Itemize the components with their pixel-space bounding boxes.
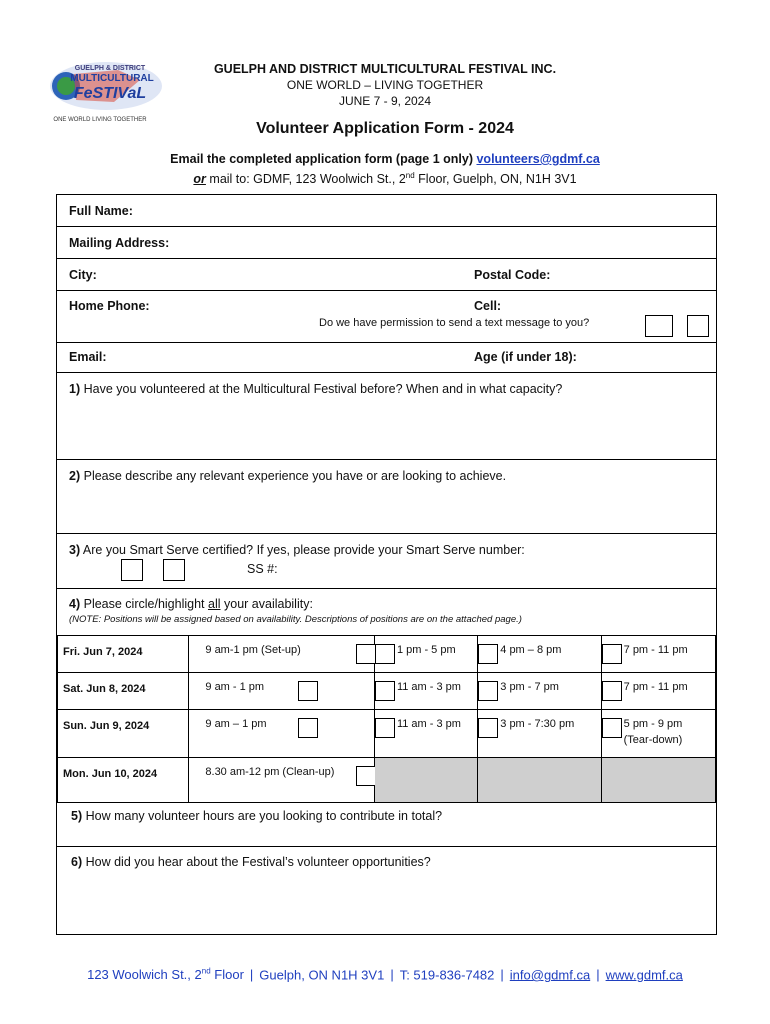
org-name: GUELPH AND DISTRICT MULTICULTURAL FESTIVAL INC. [213, 62, 557, 76]
cell-label: Cell: [474, 299, 502, 313]
slot-checkbox[interactable] [356, 644, 376, 664]
slot-checkbox[interactable] [602, 718, 622, 738]
email-instruction: Email the completed application form (page 1 only) volunteers@gdmf.ca [170, 152, 600, 166]
question-2: 2) Please describe any relevant experience you have or are looking to achieve. [69, 469, 507, 483]
table-row: Sat. Jun 8, 2024 9 am - 1 pm 11 am - 3 pm 3 pm - 7 pm 7 pm - 11 pm [58, 673, 716, 710]
slot-checkbox[interactable] [375, 644, 395, 664]
smart-serve-yes-checkbox[interactable] [121, 559, 143, 581]
day-label: Sun. Jun 9, 2024 [58, 710, 189, 758]
footer-address: 123 Woolwich St., 2nd Floor [87, 967, 244, 983]
svg-text:FeSTIVaL: FeSTIVaL [73, 85, 147, 102]
postal-code-label: Postal Code: [474, 268, 551, 282]
footer-email-link[interactable]: info@gdmf.ca [509, 967, 591, 983]
svg-text:MULTICULTURAL: MULTICULTURAL [70, 73, 154, 84]
application-form [56, 194, 717, 935]
table-row: Mon. Jun 10, 2024 8.30 am-12 pm (Clean-up) [58, 758, 716, 803]
day-label: Sat. Jun 8, 2024 [58, 673, 189, 710]
footer-website-link[interactable]: www.gdmf.ca [605, 967, 683, 983]
slot-checkbox[interactable] [478, 644, 498, 664]
slot-checkbox[interactable] [602, 644, 622, 664]
text-permission-question: Do we have permission to send a text message to you? [319, 317, 590, 329]
smart-serve-number-label: SS #: [247, 562, 278, 576]
email-label: Email: [69, 350, 107, 364]
mailing-address-label: Mailing Address: [69, 236, 170, 250]
slot-checkbox[interactable] [478, 718, 498, 738]
text-permission-no-checkbox[interactable] [687, 315, 709, 337]
slot-checkbox[interactable] [298, 718, 318, 738]
table-row: Sun. Jun 9, 2024 9 am – 1 pm 11 am - 3 pm 3 pm - 7:30 pm 5 pm - 9 pm (Tear-down) [58, 710, 716, 758]
question-4: 4) Please circle/highlight all your availability: [69, 597, 313, 611]
svg-text:ONE WORLD LIVING TOGETHER: ONE WORLD LIVING TOGETHER [53, 117, 147, 123]
city-label: City: [69, 268, 97, 282]
slot-checkbox[interactable] [356, 766, 376, 786]
question-6: 6) How did you hear about the Festival’s volunteer opportunities? [71, 855, 431, 869]
slot-checkbox[interactable] [375, 681, 395, 701]
availability-note: (NOTE: Positions will be assigned based on availability. Descriptions of positions are on the attached page.) [69, 614, 522, 625]
footer-city: Guelph, ON N1H 3V1 [259, 967, 385, 983]
home-phone-label: Home Phone: [69, 299, 150, 313]
festival-dates: JUNE 7 - 9, 2024 [338, 94, 432, 108]
page-title: Volunteer Application Form - 2024 [256, 120, 514, 137]
svg-text:GUELPH & DISTRICT: GUELPH & DISTRICT [74, 65, 146, 72]
mail-instruction: or mail to: GDMF, 123 Woolwich St., 2nd Floor, Guelph, ON, N1H 3V1 [193, 171, 577, 187]
slot-checkbox[interactable] [375, 718, 395, 738]
full-name-label: Full Name: [69, 204, 133, 218]
table-row: Fri. Jun 7, 2024 9 am-1 pm (Set-up) 1 pm - 5 pm 4 pm – 8 pm 7 pm - 11 pm [58, 636, 716, 673]
availability-table [57, 635, 716, 803]
text-permission-yes-checkbox[interactable] [645, 315, 673, 337]
question-3: 3) Are you Smart Serve certified? If yes, please provide your Smart Serve number: [69, 543, 525, 557]
slot-checkbox[interactable] [478, 681, 498, 701]
motto: ONE WORLD – LIVING TOGETHER [286, 78, 484, 92]
age-label: Age (if under 18): [474, 350, 577, 364]
question-5: 5) How many volunteer hours are you looking to contribute in total? [71, 809, 443, 823]
slot-checkbox[interactable] [602, 681, 622, 701]
footer-phone: T: 519-836-7482 [399, 967, 495, 983]
volunteer-email-link[interactable]: volunteers@gdmf.ca [476, 152, 600, 166]
day-label: Mon. Jun 10, 2024 [58, 758, 189, 803]
slot-checkbox[interactable] [298, 681, 318, 701]
footer: 123 Woolwich St., 2nd Floor | Guelph, ON N1H 3V1 | T: 519-836-7482 | info@gdmf.ca | www.gdmf.ca [87, 967, 683, 983]
day-label: Fri. Jun 7, 2024 [58, 636, 189, 673]
smart-serve-no-checkbox[interactable] [163, 559, 185, 581]
question-1: 1) Have you volunteered at the Multicultural Festival before? When and in what capacity? [69, 382, 563, 396]
